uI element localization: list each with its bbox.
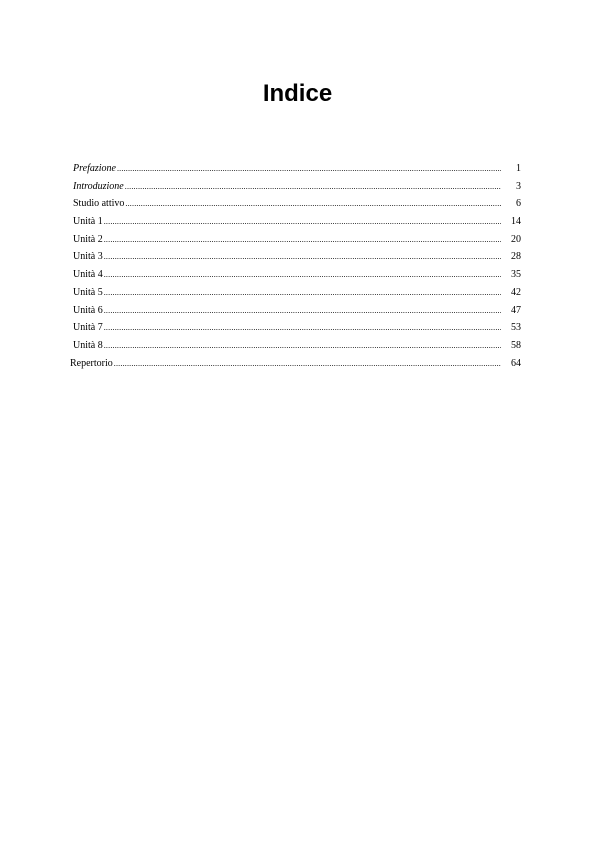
toc-entry-unita-8[interactable]: [73, 337, 521, 355]
toc-dot-leader: [125, 178, 501, 196]
toc-dot-leader: [125, 195, 501, 213]
toc-entry-page: 3: [516, 180, 521, 192]
toc-entry-title: Unità 1: [73, 216, 103, 228]
toc-dot-leader: [104, 302, 501, 320]
toc-entry-title: Unità 2: [73, 233, 103, 245]
toc-entry-repertorio[interactable]: [70, 355, 521, 373]
toc-dot-leader: [104, 213, 501, 231]
toc-entry-title: Studio attivo: [73, 198, 125, 210]
toc-entry-title: Repertorio: [70, 357, 113, 369]
toc-entry-page: 20: [511, 233, 521, 245]
toc-entry-unita-3[interactable]: [73, 248, 521, 266]
toc-entry-unita-2[interactable]: [73, 231, 521, 249]
toc-entry-prefazione[interactable]: [73, 160, 521, 178]
toc-entry-page: 53: [511, 322, 521, 334]
toc-entry-page: 64: [511, 357, 521, 369]
toc-entry-unita-6[interactable]: [73, 302, 521, 320]
toc-entry-page: 47: [511, 304, 521, 316]
toc-entry-title: Prefazione: [73, 163, 116, 174]
toc-entry-title: Unità 3: [73, 251, 103, 263]
toc-entry-page: 6: [516, 198, 521, 210]
toc-dot-leader: [104, 248, 501, 266]
toc-dot-leader: [104, 337, 501, 355]
toc-entry-page: 58: [511, 339, 521, 351]
toc-entry-unita-5[interactable]: [73, 284, 521, 302]
toc-entry-page: 35: [511, 269, 521, 281]
toc-dot-leader: [104, 266, 501, 284]
toc-entry-page: 42: [511, 286, 521, 298]
page-title: Indice: [262, 80, 333, 108]
toc-entry-page: 1: [516, 163, 521, 174]
toc-entry-page: 14: [511, 216, 521, 228]
toc-entry-unita-4[interactable]: [73, 266, 521, 284]
toc-dot-leader: [104, 284, 501, 302]
toc-entry-title: Unità 5: [73, 286, 103, 298]
toc-dot-leader: [114, 355, 501, 373]
toc-dot-leader: [104, 319, 501, 337]
toc-entry-introduzione[interactable]: [73, 178, 521, 196]
toc-dot-leader: [104, 231, 501, 249]
toc-entry-title: Unità 7: [73, 322, 103, 334]
table-of-contents: [0, 160, 595, 372]
toc-entry-studio-attivo[interactable]: [73, 195, 521, 213]
toc-entry-title: Unità 6: [73, 304, 103, 316]
toc-entry-title: Introduzione: [73, 180, 124, 192]
toc-entry-page: 28: [511, 251, 521, 263]
toc-dot-leader: [117, 160, 501, 178]
toc-entry-title: Unità 4: [73, 269, 103, 281]
toc-entry-unita-1[interactable]: [73, 213, 521, 231]
toc-entry-unita-7[interactable]: [73, 319, 521, 337]
toc-entry-title: Unità 8: [73, 339, 103, 351]
